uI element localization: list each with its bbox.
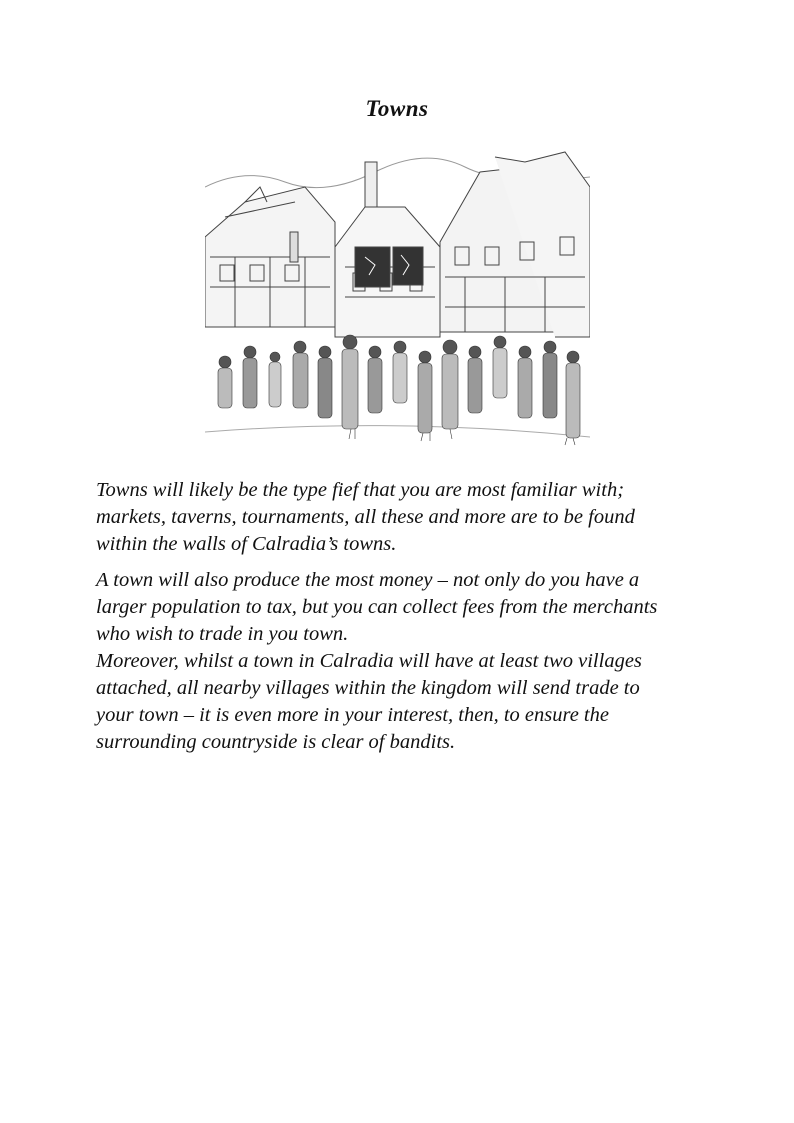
paragraph-intro: Towns will likely be the type fief that you are most familiar with; markets, taverns, tournaments, all these and more are to be found within the walls of Calradia’s towns. xyxy=(96,479,635,555)
medieval-town-scene-icon xyxy=(205,147,590,447)
paragraph-trade: Moreover, whilst a town in Calradia will have at least two villages attached, all nearby villages within the kingdom will send trade to your town – it is even more in your interest, then, to ensure the surrounding countryside is clear of bandits. xyxy=(96,650,642,753)
paragraph-money: A town will also produce the most money – not only do you have a larger population to tax, but you can collect fees from the merchants who wish to trade in you town. xyxy=(96,569,658,645)
town-illustration xyxy=(205,147,590,447)
page-title: Towns xyxy=(365,96,429,121)
body-text xyxy=(96,477,706,765)
